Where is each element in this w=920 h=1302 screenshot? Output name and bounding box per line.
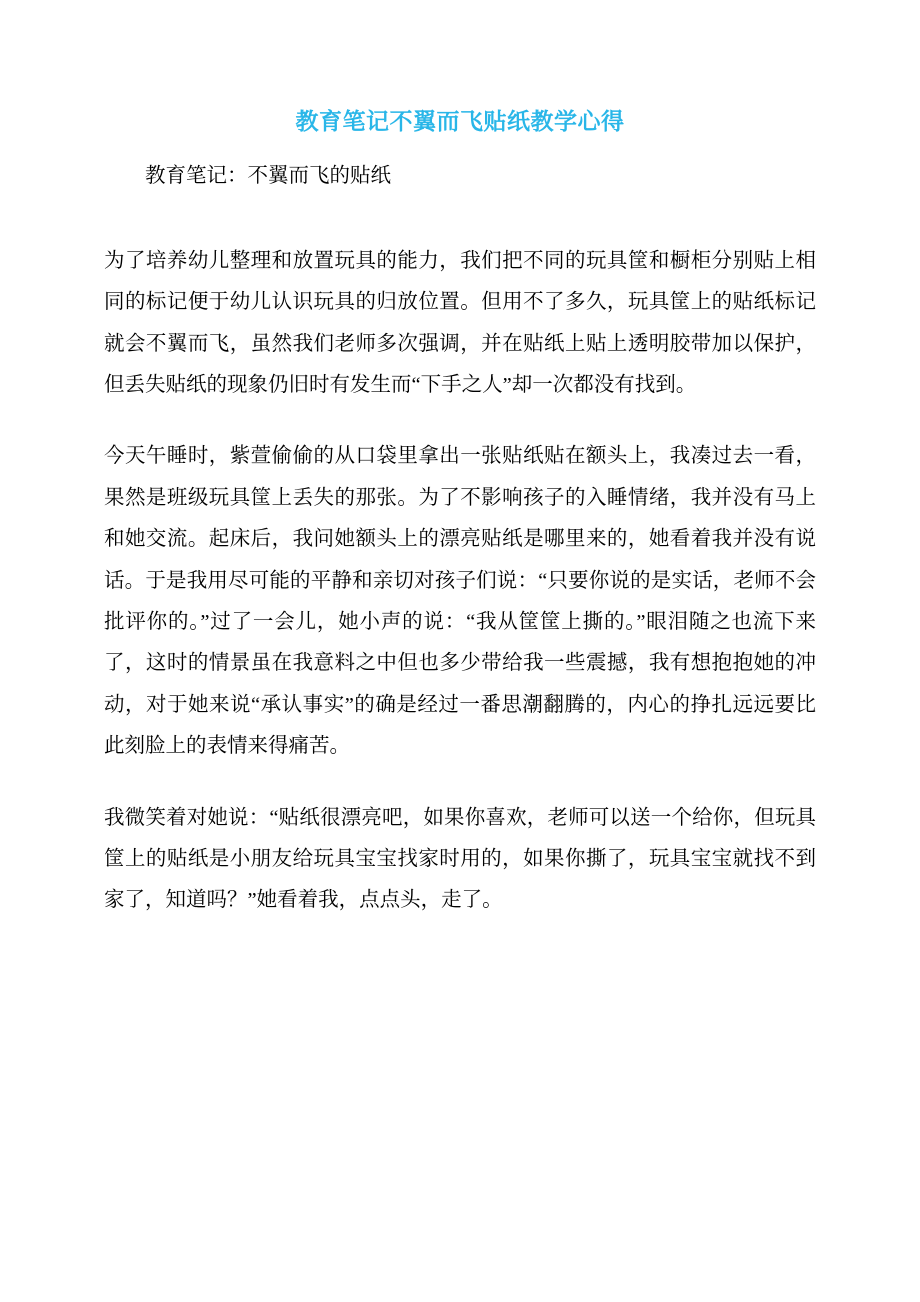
body-paragraph-3: 我微笑着对她说：“贴纸很漂亮吧，如果你喜欢，老师可以送一个给你，但玩具筐上的贴纸是小朋友给玩具宝宝找家时用的，如果你撕了，玩具宝宝就找不到家了，知道吗？”她看着我，点点头，走了。	[104, 806, 816, 912]
body-paragraph-1: 为了培养幼儿整理和放置玩具的能力，我们把不同的玩具筐和橱柜分别贴上相同的标记便于幼儿认识玩具的归放位置。但用不了多久，玩具筐上的贴纸标记就会不翼而飞，虽然我们老师多次强调，并在贴纸上贴上透明胶带加以保护，但丢失贴纸的现象仍旧时有发生而“下手之人”却一次都没有找到。	[104, 249, 816, 396]
document-subtitle: 教育笔记：不翼而飞的贴纸	[145, 164, 391, 187]
paragraph-spacer	[104, 768, 816, 798]
paragraph-spacer	[104, 203, 816, 241]
page-title: 教育笔记不翼而飞贴纸教学心得	[295, 109, 625, 135]
body-paragraph-2: 今天午睡时，紫萱偷偷的从口袋里拿出一张贴纸贴在额头上，我凑过去一看，果然是班级玩具筐上丢失的那张。为了不影响孩子的入睡情绪，我并没有马上和她交流。起床后，我问她额头上的漂亮贴纸是哪里来的，她看着我并没有说话。于是我用尽可能的平静和亲切对孩子们说：“只要你说的是实话，老师不会批评你的。”过了一会儿，她小声的说：“我从筐筐上撕的。”眼泪随之也流下来了，这时的情景虽在我意料之中但也多少带给我一些震撼，我有想抱抱她的冲动，对于她来说“承认事实”的确是经过一番思潮翻腾的，内心的挣扎远远要比此刻脸上的表情来得痛苦。	[104, 445, 816, 758]
paragraph-spacer	[104, 406, 816, 436]
